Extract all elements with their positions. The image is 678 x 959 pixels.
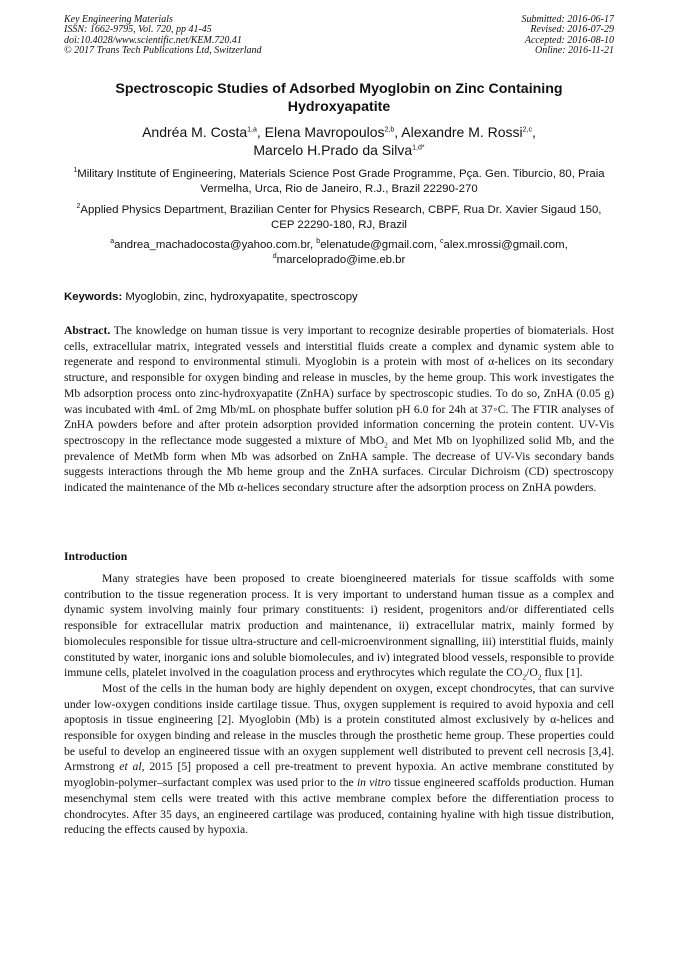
email-marker: b [316, 238, 321, 246]
email-address: alex.mrossi@gmail.com, [443, 239, 568, 251]
revised-date: Revised: 2016-07-29 [530, 24, 614, 36]
author-emails [64, 238, 614, 267]
introduction-heading: Introduction [64, 550, 128, 563]
abstract-text: The knowledge on human tissue is very important to recognize desirable properties of biomaterials. Host cells, extracellular matrix, integrated vessels and interstitial fluids create a complex and dynamic system able to regenerate and respond to environmental stimuli. Myoglobin is a protein with most of α-helices on its secondary structure, and responsible for oxygen binding and release in muscles, by the heme group. This work investigates the Mb adsorption process onto zinc-hydroxyapatite (ZnHA) surface by spectroscopic studies. To do so, ZnHA (0.05 g) was incubated with 4mL of 2mg Mb/mL on phosphate buffer solution pH 6.0 for 24h at 37◦C. The FTIR analyses of ZnHA powders before and after protein adsorption provided information concerning the protein content. UV-Vis spectroscopy in the reflectance mode suggested a mixture of MbO [64, 324, 614, 447]
copyright-line: © 2017 Trans Tech Publications Ltd, Switzerland [64, 45, 262, 57]
author-affiliation-marker: 1,a [247, 126, 257, 134]
submitted-date: Submitted: 2016-06-17 [521, 14, 614, 25]
email-marker: a [110, 238, 115, 246]
affiliation-number: 2 [76, 203, 81, 211]
author-name: , Elena Mavropoulos [256, 124, 385, 140]
body-paragraph [64, 681, 614, 838]
abstract-paragraph [64, 323, 614, 496]
journal-info [64, 15, 262, 57]
paragraph-text: Most of the cells in the human body are highly dependent on oxygen, except chondrocytes, that can survive under low-oxygen conditions inside cartilage tissue. Thus, oxygen supplement is required to avoid hypoxia and cell apoptosis in tissue engineering [2]. Myoglobin (Mb) is a protein constituted almost exclusively by α-helices and responsible for oxygen binding and release in the muscles through the prosthetic heme group. These properties could be useful to develop an engineered tissue with an oxygen supplement well distributed to prevent cell necrosis [3,4]. Armstrong [64, 681, 614, 774]
journal-name: Key Engineering Materials [64, 14, 173, 25]
introduction-body [64, 571, 614, 838]
italic-text: et al [119, 760, 142, 774]
abstract-label: Abstract. [64, 324, 111, 337]
paper-title [64, 81, 614, 116]
title-line-2: Hydroxyapatite [287, 98, 391, 115]
issn-line: ISSN: 1662-9795, Vol. 720, pp 41-45 [64, 24, 212, 36]
paragraph-text: flux [1]. [541, 666, 583, 680]
email-marker: c [440, 238, 444, 246]
doi-line: doi:10.4028/www.scientific.net/KEM.720.41 [64, 34, 242, 46]
publication-dates [522, 15, 615, 57]
email-address: marceloprado@ime.eb.br [276, 253, 406, 266]
affiliation-text: Military Institute of Engineering, Materials Science Post Grade Programme, Pça. Gen. Tiburcio, 80, Praia Vermelha, Urca, Rio de Janeiro, R.J., Brazil 22290-270 [77, 168, 605, 195]
author-affiliation-marker: 2,b [384, 126, 395, 134]
author-list [64, 124, 614, 159]
affiliation-text: Applied Physics Department, Brazilian Center for Physics Research, CBPF, Rua Dr. Xavier Sigaud 150, CEP 22290-180, RJ, Brazil [80, 204, 602, 231]
author-affiliation-marker: 1,d* [412, 143, 425, 151]
keywords-text: Myoglobin, zinc, hydroxyapatite, spectroscopy [122, 291, 358, 303]
body-paragraph [64, 571, 614, 681]
online-date: Online: 2016-11-21 [535, 45, 614, 57]
email-address: elenatude@gmail.com, [320, 239, 441, 251]
keywords [64, 290, 614, 304]
abstract [64, 323, 614, 496]
paragraph-text: tissue engineered scaffolds production. Human mesenchymal stem cells were treated with this active membrane complex before the differentiation process to chondrocytes. After 35 days, an engineered cartilage was produced, containing hyaline with high tissue distribution, reducing the effects caused by hypoxia. [64, 776, 614, 837]
subscript: 2 [522, 672, 527, 682]
email-address: andrea_machadocosta@yahoo.com.br, [114, 239, 317, 251]
subscript: 2 [384, 440, 388, 450]
authors-line-1 [64, 124, 614, 142]
author-affiliation-marker: 2,c [522, 126, 532, 134]
title-line-1: Spectroscopic Studies of Adsorbed Myoglobin on Zinc Containing [115, 81, 563, 97]
abstract-text: and Met Mb on lyophilized solid Mb, and the prevalence of MetMb form when Mb was adsorbed on ZnHA sample. The decrease of UV-Vis secondary bands suggests interactions through the Mb heme group and the ZnHA surfaces. Circular Dichroism (CD) spectroscopy indicated the maintenance of the Mb α-helices secondary structure after the adsorption process on ZnHA powders. [64, 433, 615, 495]
affiliation-2 [64, 203, 614, 232]
subscript: 2 [537, 672, 542, 682]
email-marker: d [272, 252, 277, 260]
author-name: , Alexandre M. Rossi [394, 124, 523, 140]
authors-line-2 [64, 142, 614, 160]
affiliation-number: 1 [73, 167, 78, 175]
italic-text: in vitro [356, 776, 391, 790]
accepted-date: Accepted: 2016-08-10 [524, 34, 614, 46]
author-name: Marcelo H.Prado da Silva [253, 141, 413, 158]
keywords-label: Keywords: [64, 291, 123, 303]
author-separator: , [532, 124, 536, 140]
paragraph-text: /O [526, 666, 538, 680]
paragraph-text: Many strategies have been proposed to create bioengineered materials for tissue scaffolds with some contribution to the tissue regeneration process. It is very important to understand human tissue as a complex and dynamic system involving mainly four primary constituents: i) resident, progenitors and/or differentiated cells responsible for extracellular matrix production and maintenance, ii) extracellular matrix, mainly formed by biomolecules responsible for tissue ultra-structure and cell-microenvironment signalling, iii) interstitial fluids, mainly constituted by water, inorganic ions and soluble biomolecules, and iv) integrated blood vessels, responsible to provide immune cells, platelet involved in the coagulation process and erythrocytes which regulate the CO [64, 572, 614, 680]
affiliation-1 [64, 167, 614, 196]
paragraph-text: , 2015 [5] proposed a cell pre-treatment to prevent hypoxia. An active membrane constituted by myoglobin-polymer–surfactant complex was used prior to the [64, 760, 614, 790]
author-name: Andréa M. Costa [142, 124, 248, 140]
